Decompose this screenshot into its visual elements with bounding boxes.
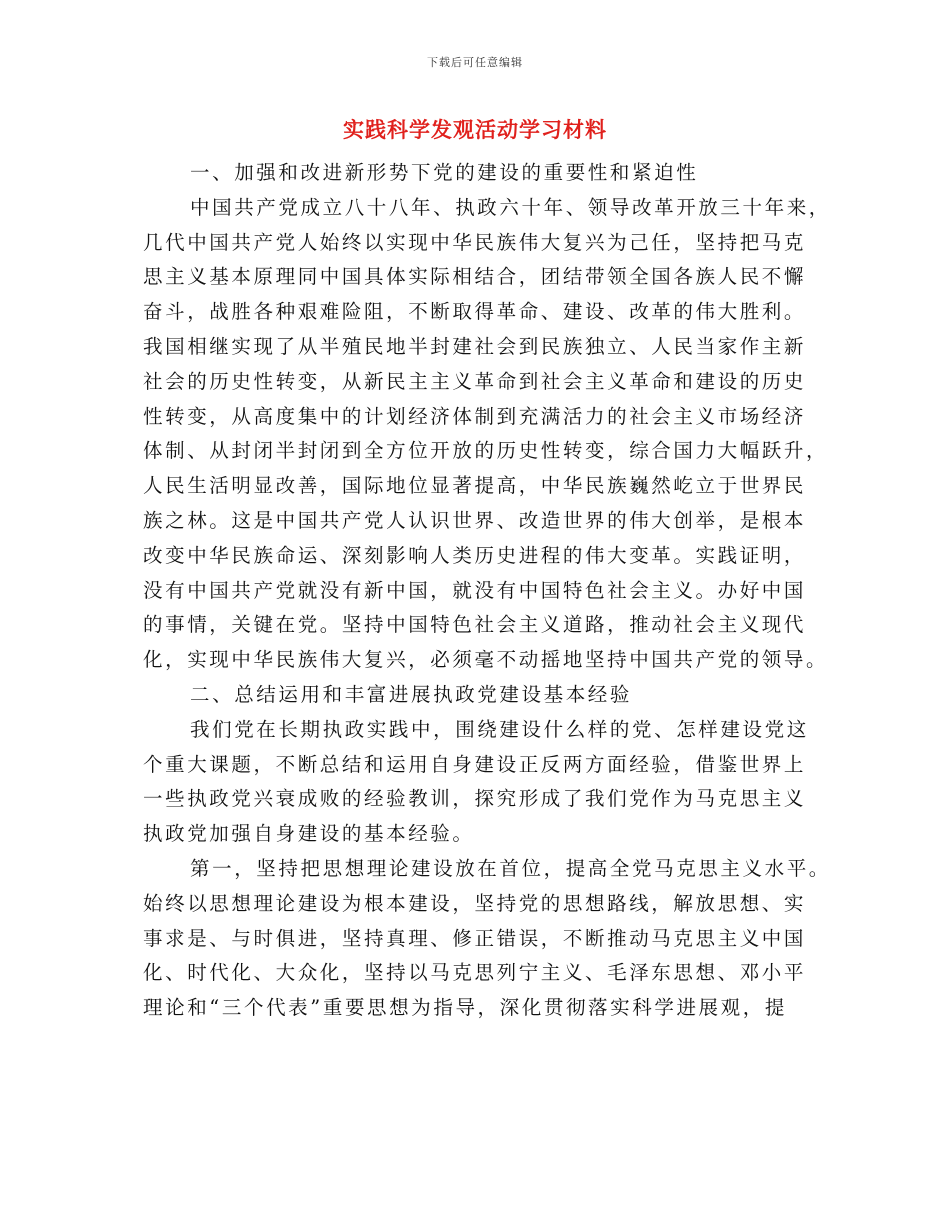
paragraph-line: 个重大课题，不断总结和运用自身建设正反两方面经验，借鉴世界上: [143, 752, 807, 776]
paragraph-line: 化、时代化、大众化，坚持以马克思列宁主义、毛泽东思想、邓小平: [143, 961, 807, 985]
document-body: [143, 156, 831, 1026]
paragraph-line: 改变中华民族命运、深刻影响人类历史进程的伟大变革。实践证明，: [143, 543, 807, 567]
paragraph-line: 没有中国共产党就没有新中国，就没有中国特色社会主义。办好中国: [143, 578, 807, 602]
paragraph-line: 人民生活明显改善，国际地位显著提高，中华民族巍然屹立于世界民: [143, 474, 807, 498]
paragraph-line: 一些执政党兴衰成败的经验教训，探究形成了我们党作为马克思主义: [143, 787, 807, 811]
paragraph-line: 体制、从封闭半封闭到全方位开放的历史性转变，综合国力大幅跃升，: [143, 439, 829, 463]
paragraph-line: 我国相继实现了从半殖民地半封建社会到民族独立、人民当家作主新: [143, 334, 807, 358]
paragraph-line: 理论和“三个代表”重要思想为指导，深化贯彻落实科学进展观，提: [143, 996, 787, 1020]
paragraph-line: 中国共产党成立八十八年、执政六十年、领导改革开放三十年来，: [190, 195, 831, 219]
paragraph-line: 几代中国共产党人始终以实现中华民族伟大复兴为己任，坚持把马克: [143, 230, 807, 254]
paragraph-line: 事求是、与时俱进，坚持真理、修正错误，不断推动马克思主义中国: [143, 926, 807, 950]
paragraph-line: 始终以思想理论建设为根本建设，坚持党的思想路线，解放思想、实: [143, 891, 807, 915]
paragraph-line: 奋斗，战胜各种艰难险阻，不断取得革命、建设、改革的伟大胜利。: [143, 300, 807, 324]
paragraph-line: 思主义基本原理同中国具体实际相结合，团结带领全国各族人民不懈: [143, 265, 807, 289]
section-heading-1: 一、加强和改进新形势下党的建设的重要性和紧迫性: [190, 161, 699, 184]
document-title: 实践科学发观活动学习材料: [343, 117, 607, 142]
paragraph-line: 的事情，关键在党。坚持中国特色社会主义道路，推动社会主义现代: [143, 613, 807, 637]
header-note: 下载后可任意编辑: [427, 56, 523, 69]
paragraph-line: 第一，坚持把思想理论建设放在首位，提高全党马克思主义水平。: [190, 856, 831, 880]
paragraph-line: 执政党加强自身建设的基本经验。: [143, 822, 475, 846]
paragraph-line: 社会的历史性转变，从新民主主义革命到社会主义革命和建设的历史: [143, 369, 807, 393]
paragraph-line: 我们党在长期执政实践中，围绕建设什么样的党、怎样建设党这: [190, 717, 809, 741]
paragraph-line: 族之林。这是中国共产党人认识世界、改造世界的伟大创举，是根本: [143, 508, 807, 532]
section-heading-2: 二、总结运用和丰富进展执政党建设基本经验: [190, 682, 633, 706]
paragraph-line: 性转变，从高度集中的计划经济体制到充满活力的社会主义市场经济: [143, 404, 807, 428]
paragraph-line: 化，实现中华民族伟大复兴，必须毫不动摇地坚持中国共产党的领导。: [143, 648, 829, 672]
